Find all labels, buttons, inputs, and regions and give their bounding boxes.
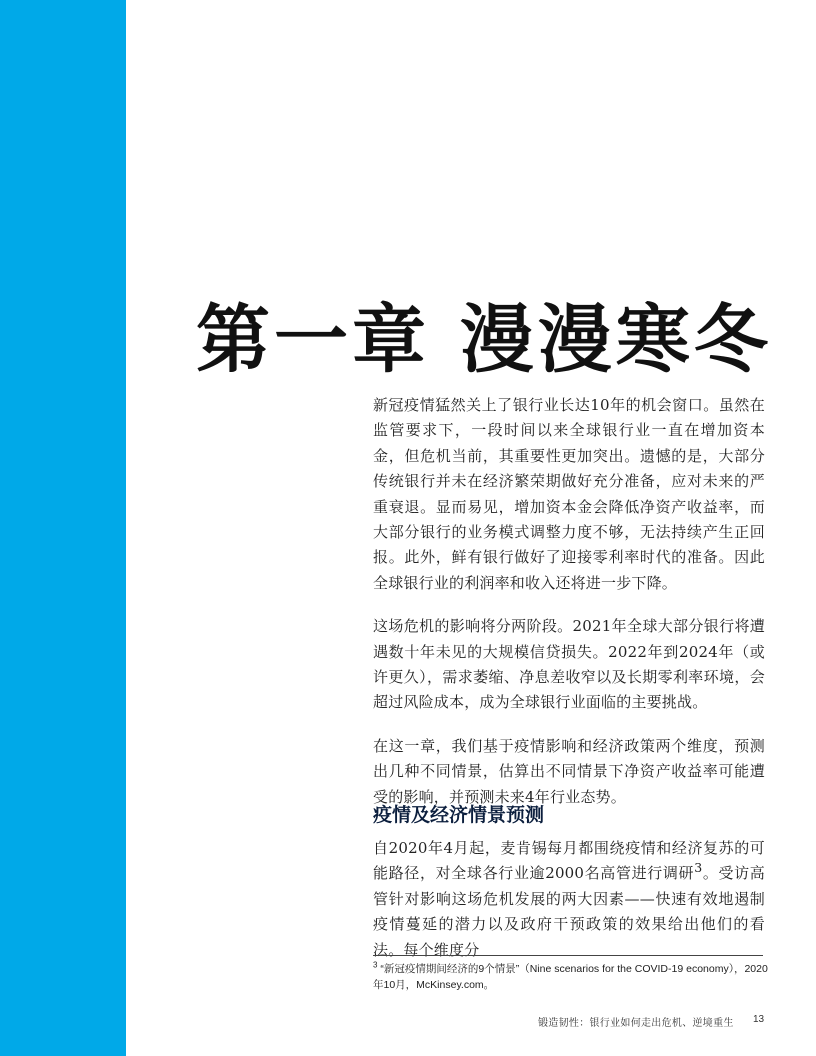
footnote — [373, 961, 768, 993]
section-paragraph-text-b: 。受访高管针对影响这场危机发展的两大因素——快速有效地遏制疫情蔓延的潜力以及政府干预政策的效果给出他们的看法。每个维度分 — [373, 864, 765, 959]
footnote-mark: 3 — [373, 960, 378, 970]
section-paragraph — [373, 836, 765, 963]
paragraph-3: 在这一章，我们基于疫情影响和经济政策两个维度，预测出几种不同情景，估算出不同情景下净资产收益率可能遭受的影响，并预测未来4年行业态势。 — [373, 736, 765, 806]
footnote-text: “新冠疫情期间经济的9个情景”（Nine scenarios for the COVID-19 economy），2020年10月，McKinsey.com。 — [373, 963, 768, 991]
footnote-divider — [373, 955, 763, 956]
page-number: 13 — [753, 1014, 765, 1025]
chapter-title: 第一章 漫漫寒冬 — [196, 296, 772, 383]
section-heading: 疫情及经济情景预测 — [373, 804, 545, 826]
paragraph-1: 新冠疫情猛然关上了银行业长达10年的机会窗口。虽然在监管要求下，一段时间以来全球银行业一直在增加资本金，但危机当前，其重要性更加突出。遗憾的是，大部分传统银行并未在经济繁荣期做好充分准备，应对未来的严重衰退。显而易见，增加资本金会降低净资产收益率，而大部分银行的业务模式调整力度不够，无法持续产生正回报。此外，鲜有银行做好了迎接零利率时代的准备。因此全球银行业的利润率和收入还将进一步下降。 — [373, 396, 765, 592]
side-color-bar — [0, 0, 126, 1056]
body-text — [373, 393, 765, 828]
section-paragraph-text-a: 自2020年4月起，麦肯锡每月都围绕疫情和经济复苏的可能路径，对全球各行业逾2000名高管进行调研 — [373, 839, 765, 883]
footnote-reference: 3 — [694, 860, 703, 876]
paragraph-2: 这场危机的影响将分两阶段。2021年全球大部分银行将遭遇数十年未见的大规模信贷损失。2022年到2024年（或许更久），需求萎缩、净息差收窄以及长期零利率环境，会超过风险成本，成为全球银行业面临的主要挑战。 — [373, 617, 765, 712]
running-footer: 锻造韧性：银行业如何走出危机、逆境重生 — [538, 1018, 734, 1029]
